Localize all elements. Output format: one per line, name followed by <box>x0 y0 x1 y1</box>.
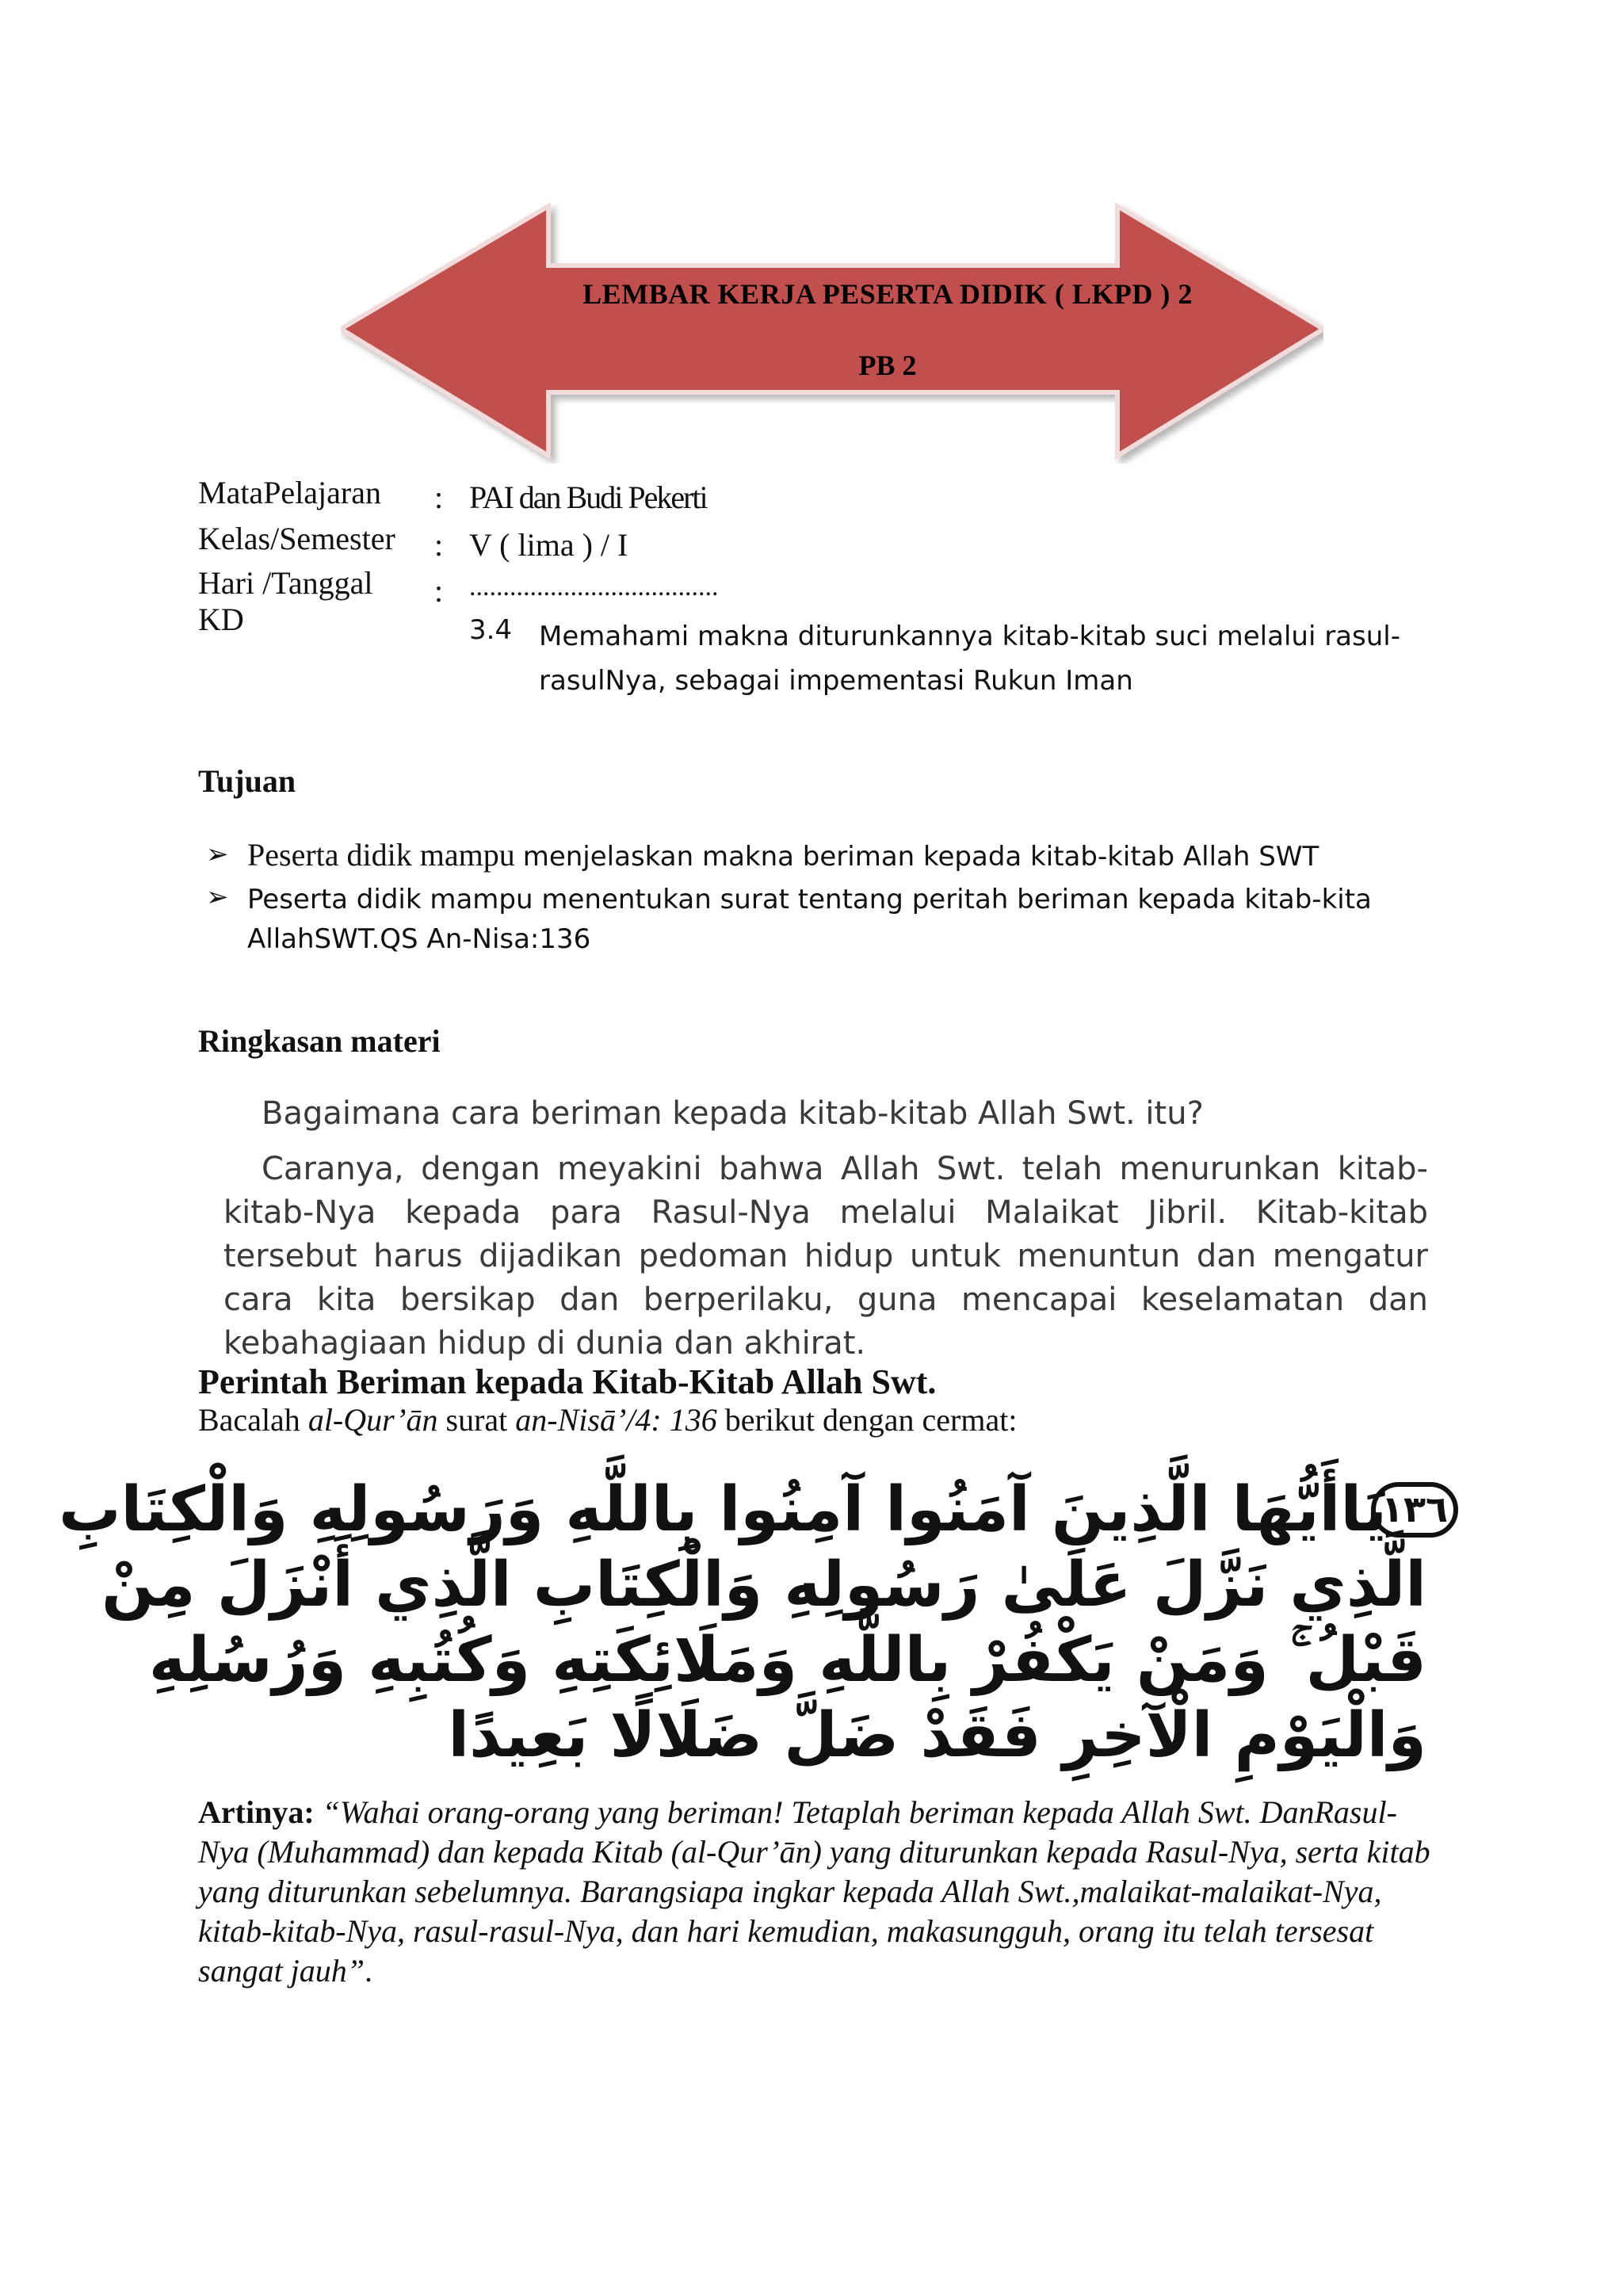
colon: : <box>434 527 444 563</box>
value-mata-pelajaran: PAI dan Budi Pekerti <box>469 479 707 515</box>
intro-quran: al-Qur’ān <box>307 1402 438 1438</box>
translation-text: “Wahai orang-orang yang beriman! Tetaplah beriman kepada Allah Swt. DanRasul-Nya (Muhammad) dan kepada Kitab (al-Qur’ān) yang diturunkan kepada Rasul-Nya, serta kitab yang diturunkan sebelumnya. Barangsiapa ingkar kepada Allah Swt.,malaikat-malaikat-Nya, kitab-kitab-Nya, rasul-rasul-Nya, dan hari kemudian, makasungguh, orang itu telah tersesat sangat jauh” <box>198 1794 1430 1988</box>
arabic-verse <box>59 1474 1458 1783</box>
banner-subtitle: PB 2 <box>858 350 917 381</box>
label-hari-tanggal: Hari /Tanggal <box>198 565 373 601</box>
banner-title: LEMBAR KERJA PESERTA DIDIK ( LKPD ) 2 <box>582 278 1193 310</box>
intro-text: Bacalah <box>198 1402 308 1438</box>
translation-paragraph <box>198 1793 1434 1991</box>
value-hari-tanggal: ..................................... <box>469 572 719 602</box>
arabic-line-2: الَّذِي نَزَّلَ عَلَىٰ رَسُولِهِ وَالْكِتَابِ الَّذِي أَنْزَلَ مِنْ <box>101 1549 1426 1621</box>
label-kelas-semester: Kelas/Semester <box>198 521 395 556</box>
kd-number: 3.4 <box>469 614 513 646</box>
translation-label: Artinya: <box>198 1794 315 1830</box>
banner-double-arrow <box>341 202 1323 464</box>
arabic-line-4: وَالْيَوْمِ الْآخِرِ فَقَدْ ضَلَّ ضَلَالًا بَعِيدًا <box>448 1700 1426 1771</box>
verse-number-badge: ١٣٦ <box>1371 1482 1458 1538</box>
colon: : <box>434 573 444 609</box>
intro-text: surat <box>437 1402 516 1438</box>
tujuan-item-1-part-a: Peserta didik mampu <box>247 837 523 873</box>
perintah-heading: Perintah Beriman kepada Kitab-Kitab Allah Swt. <box>198 1362 937 1401</box>
translation-end: . <box>365 1953 373 1988</box>
bullet-arrow-icon: ➢ <box>206 881 229 913</box>
value-kelas-semester: V ( lima ) / I <box>469 527 628 563</box>
tujuan-heading: Tujuan <box>198 763 296 799</box>
arabic-line-3: قَبْلُ ۚ وَمَنْ يَكْفُرْ بِاللَّهِ وَمَلَائِكَتِهِ وَكُتُبِهِ وَرُسُلِهِ <box>148 1625 1426 1696</box>
intro-surah-ref: an-Nisā’/4: 136 <box>515 1402 717 1438</box>
summary-question: Bagaimana cara beriman kepada kitab-kitab Allah Swt. itu? <box>262 1095 1204 1132</box>
label-kd: KD <box>198 602 244 637</box>
banner-arrow-shape <box>341 206 1323 456</box>
bullet-arrow-icon: ➢ <box>206 839 229 870</box>
ringkasan-heading: Ringkasan materi <box>198 1023 441 1059</box>
label-mata-pelajaran: MataPelajaran <box>198 475 381 510</box>
arabic-line-1: يَاأَيُّهَا الَّذِينَ آمَنُوا آمِنُوا بِاللَّهِ وَرَسُولِهِ وَالْكِتَابِ <box>59 1474 1387 1545</box>
perintah-intro <box>198 1401 1017 1438</box>
tujuan-item-2: Peserta didik mampu menentukan surat tentang peritah beriman kepada kitab-kita AllahSWT.QS An-Nisa:136 <box>247 884 1372 955</box>
intro-text: berikut dengan cermat: <box>716 1402 1018 1438</box>
colon: : <box>434 479 444 515</box>
summary-body: Caranya, dengan meyakini bahwa Allah Swt. telah menurunkan kitab-kitab-Nya kepada para Rasul-Nya melalui Malaikat Jibril. Kitab-kitab tersebut harus dijadikan pedoman hidup untuk menuntun dan mengatur cara kita bersikap dan berperilaku, guna mencapai keselamatan dan kebahagiaan hidup di dunia dan akhirat. <box>223 1151 1428 1362</box>
kd-text: Memahami makna diturunkannya kitab-kitab suci melalui rasul-rasulNya, sebagai impementasi Rukun Iman <box>539 621 1400 697</box>
tujuan-item-1 <box>247 836 1319 873</box>
tujuan-item-1-part-b: menjelaskan makna beriman kepada kitab-kitab Allah SWT <box>522 841 1319 873</box>
